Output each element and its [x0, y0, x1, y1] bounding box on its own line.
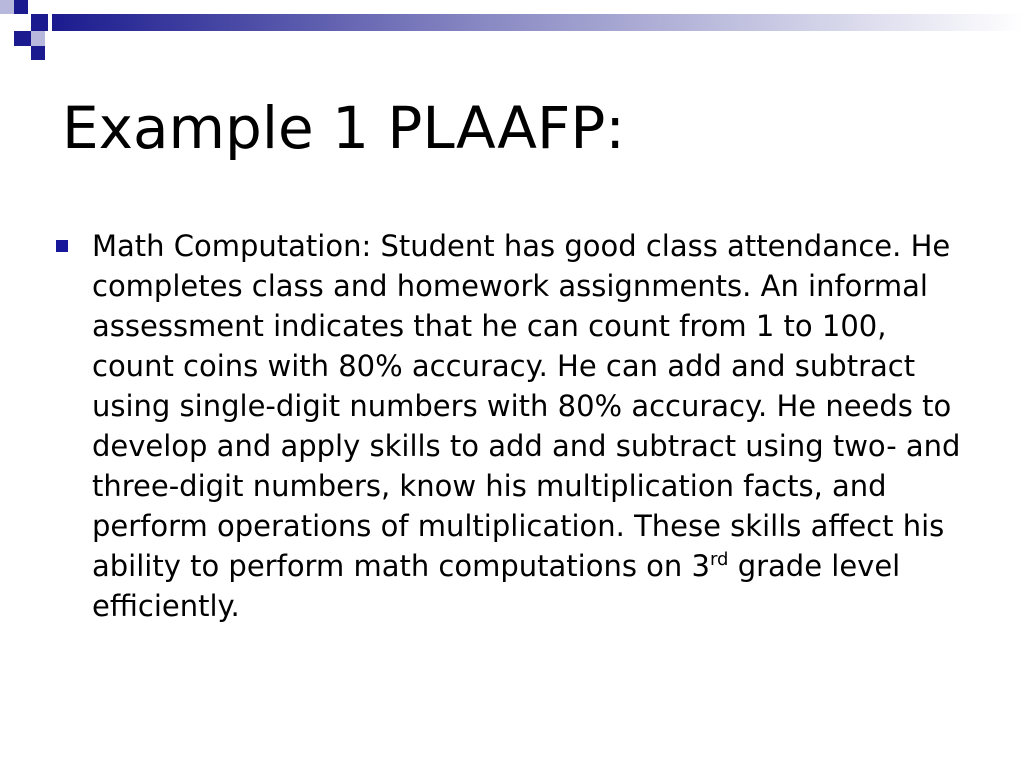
deco-square [31, 31, 45, 46]
deco-square [31, 46, 45, 60]
ordinal-superscript: rd [709, 549, 729, 570]
deco-square [14, 0, 28, 14]
slide-title: Example 1 PLAAFP: [62, 94, 625, 162]
bullet-text-main: Math Computation: Student has good class attendance. He completes class and homework assignments. An informal assessment indicates that he can count from 1 to 100, count coins with 80% accuracy. He can add and subtract using single-digit numbers with 80% accuracy. He needs to develop and apply skills to add and subtract using two- and three-digit numbers, know his multiplication facts, and perform operations of multiplication. These skills affect his ability to perform math computations on 3 [92, 229, 961, 583]
header-decoration [0, 0, 1024, 62]
deco-square [14, 14, 31, 31]
square-bullet-icon [56, 240, 68, 252]
bullet-text-end: grade level efficiently. [92, 549, 901, 623]
deco-square [31, 14, 48, 31]
deco-square [0, 0, 14, 14]
bullet-list [56, 226, 976, 626]
bullet-item [56, 226, 976, 626]
deco-square [14, 31, 31, 46]
deco-square [28, 0, 45, 14]
bullet-text [92, 226, 976, 626]
header-gradient-band [52, 14, 1024, 31]
